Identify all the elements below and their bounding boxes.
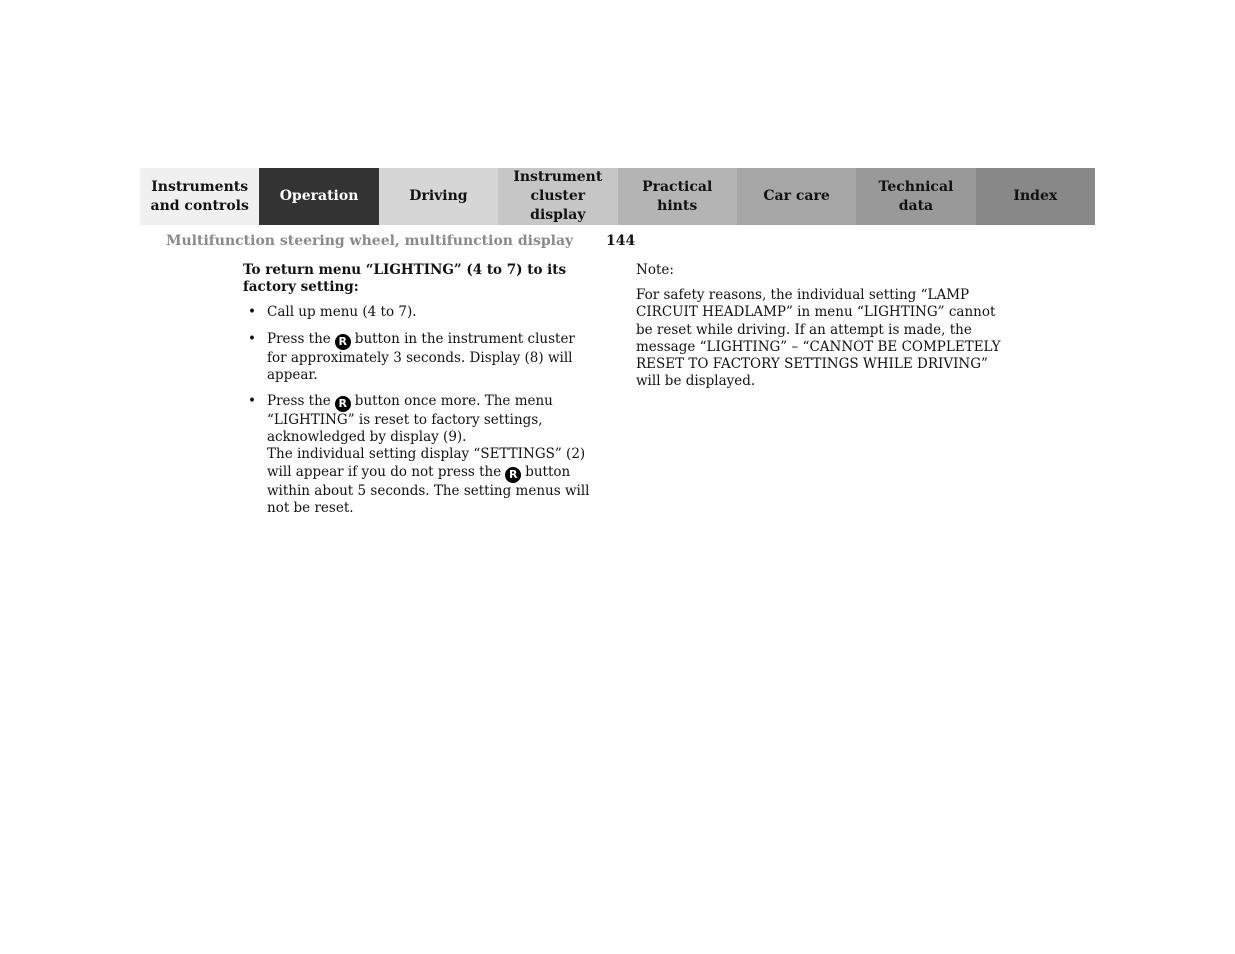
step-text-post: button in the instrument cluster for approximately 3 seconds. Display (8) will appear. <box>267 330 575 383</box>
bullet-icon: • <box>248 304 256 321</box>
bullet-icon: • <box>248 393 256 410</box>
section-title: Multifunction steering wheel, multifunction display <box>166 233 574 249</box>
tab-instrument-cluster-display[interactable]: Instrument cluster display <box>498 168 617 225</box>
tab-index[interactable]: Index <box>976 168 1095 225</box>
step-text-post: button once more. The menu “LIGHTING” is reset to factory settings, acknowledged by display (9). <box>267 393 553 446</box>
tab-operation[interactable]: Operation <box>259 168 378 225</box>
tab-driving[interactable]: Driving <box>379 168 498 225</box>
step-text-continued: The individual setting display “SETTINGS” (2) will appear if you do not press the <box>267 446 586 480</box>
reset-button-icon: R <box>335 334 351 350</box>
list-item <box>243 304 598 321</box>
reset-button-icon: R <box>335 396 351 412</box>
step-text-continued-post: button within about 5 seconds. The setting menus will not be reset. <box>267 463 590 516</box>
step-text-pre: Press the <box>267 330 331 347</box>
instructions-column <box>243 262 598 526</box>
list-item <box>243 331 598 384</box>
note-text: For safety reasons, the individual setting “LAMP CIRCUIT HEADLAMP” in menu “LIGHTING” cannot be reset while driving. If an attempt is made, the message “LIGHTING” – “CANNOT BE COMPLETELY RESET TO FACTORY SETTINGS WHILE DRIVING” will be displayed. <box>636 287 1001 390</box>
step-text: Call up menu (4 to 7). <box>267 304 417 321</box>
note-label: Note: <box>636 262 674 278</box>
step-text-pre: Press the <box>267 393 331 410</box>
list-item <box>243 393 598 517</box>
bullet-icon: • <box>248 330 256 347</box>
instruction-list <box>243 304 598 517</box>
reset-button-icon: R <box>505 467 521 483</box>
page-number: 144 <box>606 233 636 249</box>
tab-technical-data[interactable]: Technical data <box>856 168 975 225</box>
instructions-heading: To return menu “LIGHTING” (4 to 7) to its factory setting: <box>243 262 567 296</box>
tab-practical-hints[interactable]: Practical hints <box>618 168 737 225</box>
tab-car-care[interactable]: Car care <box>737 168 856 225</box>
tab-instruments-and-controls[interactable]: Instruments and controls <box>140 168 259 225</box>
note-column <box>636 262 1001 390</box>
chapter-tabs <box>140 168 1095 225</box>
